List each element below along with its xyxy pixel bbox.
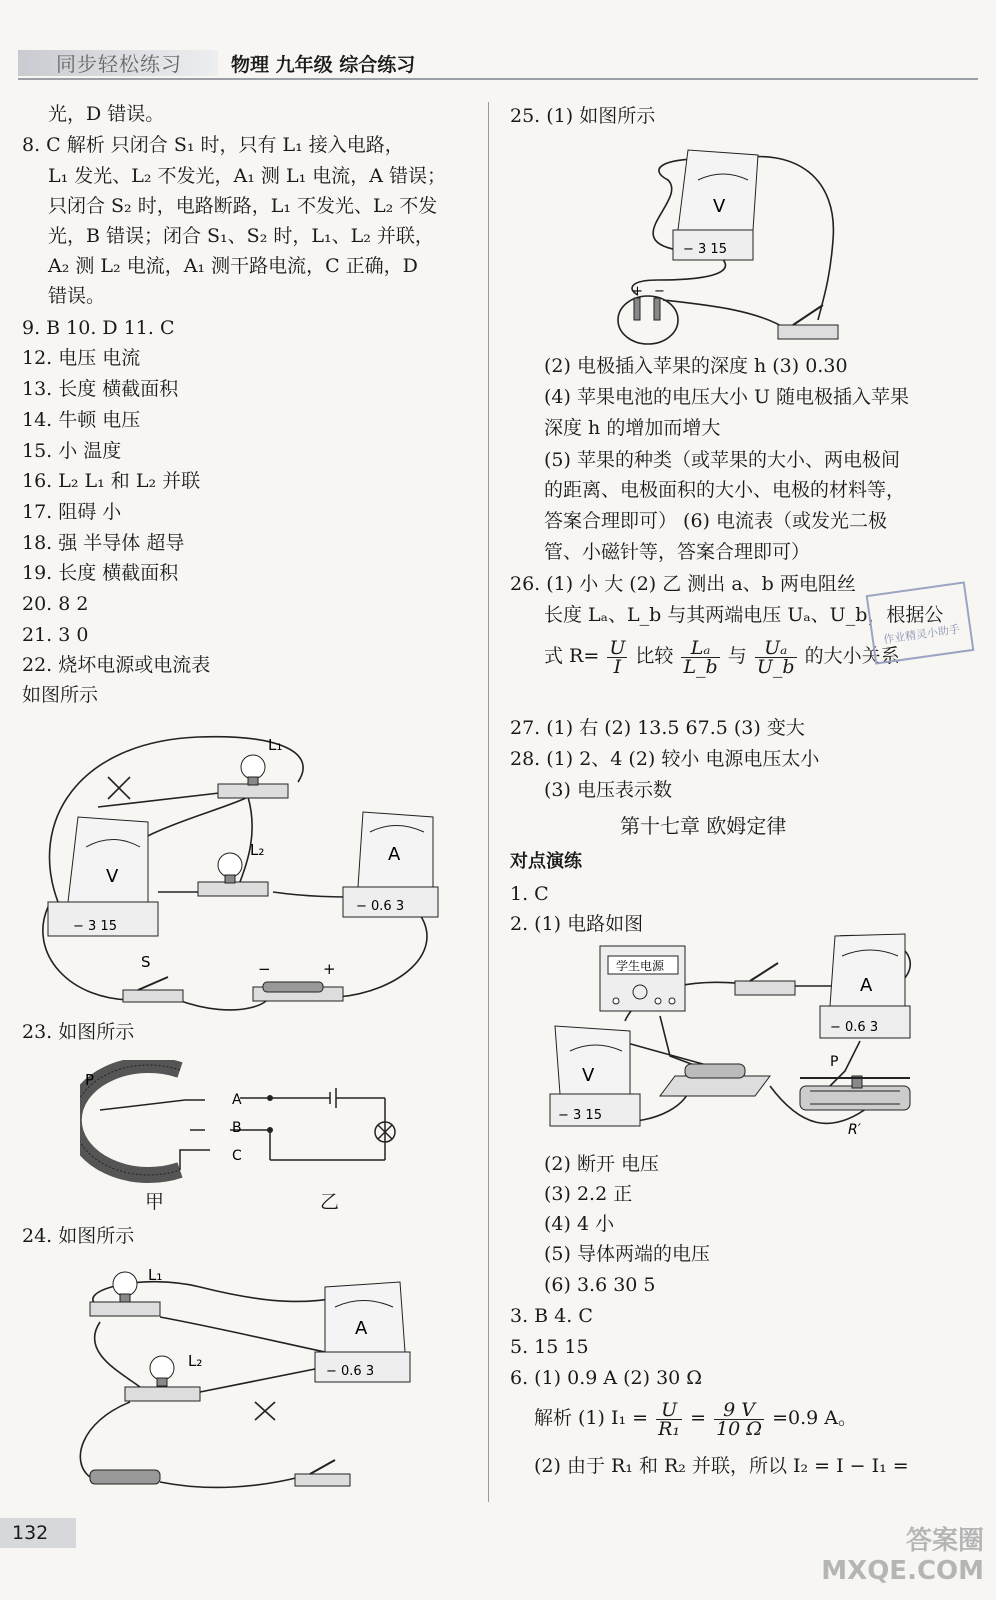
- answer-line: 15. 小 温度: [22, 440, 122, 462]
- ammeter-scale: − 0.6 3: [830, 1020, 879, 1035]
- label-R-prime: R′: [848, 1122, 861, 1138]
- formula-line-26: [544, 634, 900, 678]
- answer-line: 长度 Lₐ、L_b 与其两端电压 Uₐ、U_b，根据公: [544, 604, 944, 626]
- answer-line: 16. L₂ L₁ 和 L₂ 并联: [22, 470, 201, 492]
- answer-line: 光，B 错误；闭合 S₁、S₂ 时，L₁、L₂ 并联，: [48, 225, 434, 247]
- q6-text: =: [690, 1407, 707, 1429]
- answer-line: 12. 电压 电流: [22, 347, 141, 369]
- source-label: 学生电源: [616, 959, 665, 973]
- q26-text: 与: [727, 645, 747, 667]
- page-number: 132: [0, 1518, 76, 1548]
- answer-line: (2) 电极插入苹果的深度 h (3) 0.30: [544, 355, 848, 377]
- figure-2-circuit: [530, 926, 940, 1146]
- figure-22-circuit: [18, 722, 468, 1022]
- answer-line: A₂ 测 L₂ 电流，A₁ 测干路电流，C 正确，D: [48, 255, 418, 277]
- q26-text: 式 R=: [544, 645, 600, 667]
- answer-line: 5. 15 15: [510, 1336, 589, 1358]
- ammeter-label: A: [355, 1318, 368, 1339]
- label-L1: L₁: [268, 736, 283, 754]
- figure-24-circuit: [60, 1262, 420, 1507]
- figure-25-apple-battery: [608, 140, 858, 355]
- answer-line: 答案合理即可） (6) 电流表（或发光二极: [544, 510, 887, 532]
- watermark-line1: 答案圈: [905, 1526, 984, 1556]
- voltmeter-scale: − 3 15: [683, 242, 727, 257]
- page-header: [18, 42, 978, 78]
- fraction-Ua-over-Ub: $\frac{\text{Uₐ}}{U\_b}$: [756, 636, 795, 678]
- electrode-plus: +: [632, 284, 643, 299]
- column-divider: [488, 102, 489, 1502]
- answer-line: (3) 电压表示数: [544, 779, 672, 801]
- answer-line: 6. (1) 0.9 A (2) 30 Ω: [510, 1367, 703, 1389]
- caption-yi: 乙: [320, 1191, 340, 1213]
- battery-plus: +: [323, 960, 336, 978]
- voltmeter-label: V: [106, 866, 119, 887]
- ammeter-label: A: [860, 975, 873, 996]
- answer-line: 8. C 解析 只闭合 S₁ 时，只有 L₁ 接入电路，: [22, 134, 404, 156]
- watermark-line2: MXQE.COM: [821, 1556, 984, 1586]
- answer-line: (2) 断开 电压: [544, 1153, 659, 1175]
- answer-line: (6) 3.6 30 5: [544, 1274, 656, 1296]
- answer-line: (3) 2.2 正: [544, 1183, 633, 1205]
- answer-line: 17. 阻碍 小: [22, 501, 122, 523]
- answer-line: 23. 如图所示: [22, 1021, 135, 1043]
- answer-line: 管、小磁针等，答案合理即可）: [544, 541, 811, 563]
- fraction-La-over-Lb: $\frac{\text{Lₐ}}{L\_b}$: [683, 636, 718, 678]
- ammeter-scale: − 0.6 3: [326, 1364, 375, 1379]
- answer-line: 错误。: [48, 285, 106, 307]
- fraction-9V-over-10ohm: $\frac{9 V}{10 \Omega}$: [716, 1398, 763, 1440]
- stamp: 作业精灵小助手: [866, 581, 975, 664]
- fraction-U-over-I: $\frac{U}{I}$: [609, 636, 626, 678]
- answer-line: (5) 苹果的种类（或苹果的大小、两电极间: [544, 449, 900, 471]
- answer-line: 26. (1) 小 大 (2) 乙 测出 a、b 两电阻丝: [510, 573, 856, 595]
- battery-minus: −: [258, 960, 271, 978]
- answer-line: 24. 如图所示: [22, 1225, 135, 1247]
- answer-line: 13. 长度 横截面积: [22, 378, 179, 400]
- answer-line: 27. (1) 右 (2) 13.5 67.5 (3) 变大: [510, 717, 805, 739]
- answer-line: 28. (1) 2、4 (2) 较小 电源电压太小: [510, 748, 820, 770]
- answer-line: 只闭合 S₂ 时，电路断路，L₁ 不发光、L₂ 不发: [48, 195, 438, 217]
- terminal-B: B: [232, 1120, 242, 1136]
- terminal-A: A: [232, 1092, 242, 1108]
- q26-text: 比较: [635, 645, 674, 667]
- answer-line: (2) 由于 R₁ 和 R₂ 并联，所以 I₂ = I − I₁ =: [534, 1455, 909, 1477]
- label-S: S: [141, 953, 151, 971]
- answer-line: 1. C: [510, 883, 549, 905]
- label-P: P: [830, 1054, 839, 1070]
- voltmeter-label: V: [582, 1065, 595, 1086]
- q6-text: 解析 (1) I₁ =: [534, 1407, 649, 1429]
- chapter-title: 第十七章 欧姆定律: [620, 814, 787, 838]
- q6-text: =0.9 A。: [772, 1407, 858, 1429]
- answer-line: 的距离、电极面积的大小、电极的材料等，: [544, 479, 906, 501]
- answer-line: (5) 导体两端的电压: [544, 1243, 710, 1265]
- voltmeter-scale: − 3 15: [558, 1108, 602, 1123]
- electrode-minus: −: [654, 284, 665, 299]
- figure-23-circuit: [80, 1060, 410, 1190]
- answer-line: (4) 4 小: [544, 1213, 615, 1235]
- watermark: [821, 1526, 984, 1586]
- q26-text: 的大小关系: [804, 645, 900, 667]
- section-title: 对点演练: [510, 851, 582, 872]
- answer-line: 20. 8 2: [22, 593, 89, 615]
- header-rule: [18, 78, 978, 80]
- label-P: P: [85, 1071, 95, 1089]
- answer-line: 18. 强 半导体 超导: [22, 532, 185, 554]
- answer-line: 深度 h 的增加而增大: [544, 417, 721, 439]
- subject-title: 物理 九年级 综合练习: [231, 54, 416, 76]
- answer-line: 25. (1) 如图所示: [510, 105, 656, 127]
- answer-line: L₁ 发光、L₂ 不发光，A₁ 测 L₁ 电流，A 错误；: [48, 165, 446, 187]
- terminal-C: C: [232, 1148, 242, 1164]
- answer-line: 14. 牛顿 电压: [22, 409, 141, 431]
- answer-line: 21. 3 0: [22, 624, 89, 646]
- answer-line: 如图所示: [22, 684, 99, 706]
- fraction-U-over-R1: $\frac{U}{\text{R₁}}$: [658, 1398, 681, 1440]
- caption-jia: 甲: [145, 1191, 165, 1213]
- voltmeter-label: V: [713, 196, 726, 217]
- answer-line: 19. 长度 横截面积: [22, 562, 179, 584]
- answer-line: 22. 烧坏电源或电流表: [22, 654, 211, 676]
- answer-line: 9. B 10. D 11. C: [22, 317, 175, 339]
- answer-line: (4) 苹果电池的电压大小 U 随电极插入苹果: [544, 386, 910, 408]
- answer-line: 3. B 4. C: [510, 1305, 593, 1327]
- series-title: 同步轻松练习: [56, 52, 182, 76]
- formula-line-6: [534, 1396, 857, 1440]
- label-L1: L₁: [148, 1266, 163, 1284]
- answer-line: 光，D 错误。: [48, 103, 165, 125]
- ammeter-scale: − 0.6 3: [356, 899, 405, 914]
- answer-line: 2. (1) 电路如图: [510, 913, 644, 935]
- label-L2: L₂: [188, 1352, 203, 1370]
- voltmeter-scale: − 3 15: [73, 919, 117, 934]
- ammeter-label: A: [388, 844, 401, 865]
- label-L2: L₂: [250, 841, 265, 859]
